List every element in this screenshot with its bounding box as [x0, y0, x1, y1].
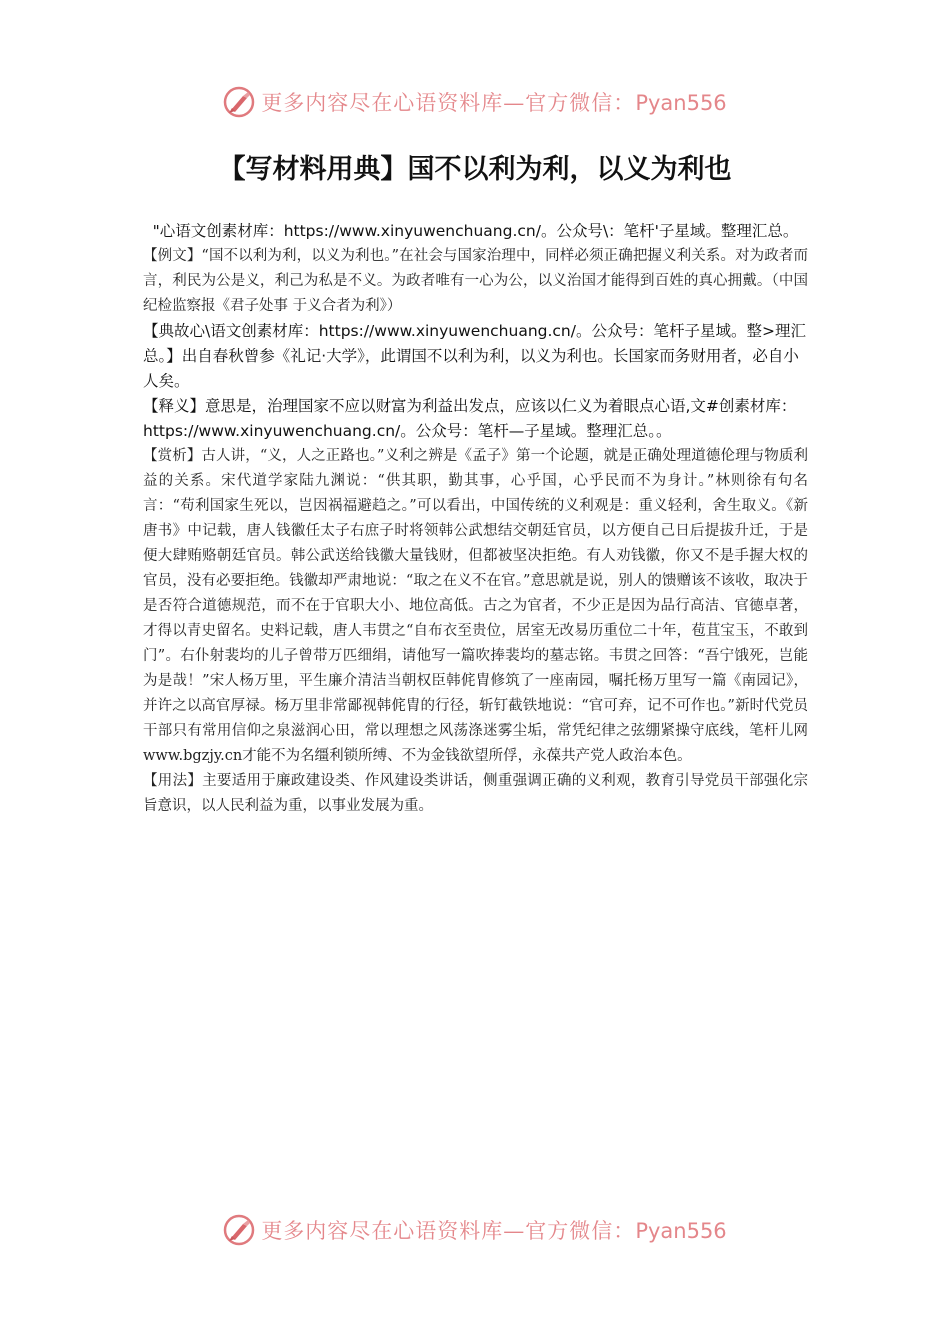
header-banner-text: 更多内容尽在心语资料库—官方微信： — [261, 91, 636, 115]
footer-banner-text: 更多内容尽在心语资料库—官方微信： — [261, 1219, 636, 1243]
page-title: 【写材料用典】国不以利为利，以义为利也 — [218, 154, 732, 185]
footer-banner-handle: Pyan556 — [635, 1219, 727, 1243]
header-banner — [0, 82, 950, 122]
appreciation-paragraph: 【赏析】古人讲，“义，人之正路也。”义利之辨是《孟子》第一个论题，就是正确处理道德伦理与物质利益的关系。宋代道学家陆九渊说：“供其职，勤其事，心乎国，心乎民而不为身计。”林则徐有句名言：“苟利国家生死以，岂因祸福避趋之。”可以看出，中国传统的义利观是：重义轻利，舍生取义。《新唐书》中记载，唐人钱徽任太子右庶子时将领韩公武想结交朝廷官员，以方便自己日后提拔升迁，于是便大肆贿赂朝廷官员。韩公武送给钱徽大量钱财，但都被坚决拒绝。有人劝钱徽，你又不是手握大权的官员，没有必要拒绝。钱徽却严肃地说：“取之在义不在官。”意思就是说，别人的馈赠该不该收，取决于是否符合道德规范，而不在于官职大小、地位高低。古之为官者，不少正是因为品行高洁、官德卓著，才得以青史留名。史料记载，唐人韦贯之“自布衣至贵位，居室无改易历重位二十年，苞苴宝玉，不敢到门”。右仆射裴均的儿子曾带万匹细绢，请他写一篇吹捧裴均的墓志铭。韦贯之回答：“吾宁饿死，岂能为是哉！”宋人杨万里，平生廉介清洁当朝权臣韩侂胄修筑了一座南园，嘱托杨万里写一篇《南园记》，并许之以高官厚禄。杨万里非常鄙视韩侂胄的行径，斩钉截铁地说：“官可弃，记不可作也。”新时代党员干部只有常用信仰之泉滋润心田，常以理想之风荡涤迷雾尘垢，常凭纪律之弦绷紧操守底线，笔杆儿网www.bgzjy.cn才能不为名缰利锁所缚、不为金钱欲望所俘，永葆共产党人政治本色。 — [143, 448, 808, 764]
header-banner-handle: Pyan556 — [635, 91, 727, 115]
source-paragraph: 【典故心\语文创素材库：https://www.xinyuwenchuang.cn/。公众号：笔杆子星域。整>理汇总。】出自春秋曾参《礼记·大学》，此谓国不以利为利，以义为利也。长国家而务财用者，必自小人矣。 — [143, 322, 806, 390]
example-paragraph: 【例文】“国不以利为利，以义为利也。”在社会与国家治理中，同样必须正确把握义利关系。对为政者而言，利民为公是义，利己为私是不义。为政者唯有一心为公，以义治国才能得到百姓的真心拥戴。（中国纪检监察报《君子处事 于义合者为利》） — [143, 248, 808, 314]
pen-nib-logo-icon — [223, 86, 255, 118]
pen-nib-logo-icon — [223, 1214, 255, 1246]
document-body — [143, 219, 808, 819]
usage-paragraph: 【用法】主要适用于廉政建设类、作风建设类讲话，侧重强调正确的义利观，教育引导党员干部强化宗旨意识，以人民利益为重，以事业发展为重。 — [143, 773, 808, 814]
footer-banner — [0, 1210, 950, 1250]
intro-paragraph: "心语文创素材库：https://www.xinyuwenchuang.cn/。公众号\：笔杆'子星域。整理汇总。 — [152, 222, 799, 240]
meaning-paragraph: 【释义】意思是，治理国家不应以财富为利益出发点，应该以仁义为着眼点心语,文#创素材库：https://www.xinyuwenchuang.cn/。公众号：笔杆—子星域。整理汇总。。 — [143, 397, 797, 440]
